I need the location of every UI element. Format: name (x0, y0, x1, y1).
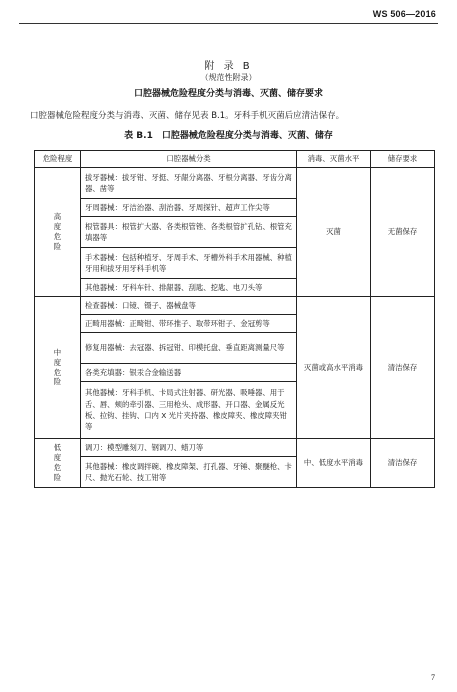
annex-type: （规范性附录） (200, 73, 257, 82)
header-treatment-level: 消毒、灭菌水平 (297, 151, 371, 168)
instrument-item: 其他器械：牙科车针、排龈器、刮匙、挖匙、电刀头等 (81, 279, 297, 297)
storage-low: 清洁保存 (371, 439, 435, 488)
header-storage: 储存要求 (371, 151, 435, 168)
annex-heading: 口腔器械危险程度分类与消毒、灭菌、储存要求 (133, 89, 323, 99)
instrument-item: 拔牙器械：拔牙钳、牙挺、牙龈分离器、牙根分离器、牙齿分离器、凿等 (81, 168, 297, 199)
table-row (35, 439, 435, 457)
standard-code: WS 506—2016 (372, 9, 436, 19)
treatment-low: 中、低度水平消毒 (297, 439, 371, 488)
table-row (35, 297, 435, 315)
annex-title: 附 录 B (204, 61, 253, 72)
page-number: 7 (431, 673, 435, 682)
header-risk-level: 危险程度 (35, 151, 81, 168)
treatment-medium: 灭菌或高水平消毒 (297, 297, 371, 439)
intro-paragraph: 口腔器械危险程度分类与消毒、灭菌、储存见表 B.1。牙科手机灭菌后应清洁保存。 (30, 111, 345, 121)
instrument-item: 手术器械：包括种植牙、牙周手术、牙槽外科手术用器械、种植牙用和拔牙用牙科手机等 (81, 248, 297, 279)
instrument-item: 根管器具：根管扩大器、各类根管锉、各类根管扩孔钻、根管充填器等 (81, 217, 297, 248)
risk-level-low: 低度危险 (35, 439, 81, 488)
classification-table (34, 150, 435, 488)
risk-level-medium: 中度危险 (35, 297, 81, 439)
instrument-item: 修复用器械：去冠器、拆冠钳、印模托盘、垂直距离测量尺等 (81, 333, 297, 364)
instrument-item: 牙周器械：牙洁治器、刮治器、牙周探针、超声工作尖等 (81, 199, 297, 217)
storage-high: 无菌保存 (371, 168, 435, 297)
storage-medium: 清洁保存 (371, 297, 435, 439)
instrument-item: 调刀：模型雕刻刀、钢调刀、蜡刀等 (81, 439, 297, 457)
instrument-item: 正畸用器械：正畸钳、带环推子、取带环钳子、金冠剪等 (81, 315, 297, 333)
table-row (35, 168, 435, 199)
instrument-item: 检查器械：口镜、镊子、器械盘等 (81, 297, 297, 315)
instrument-item: 各类充填器：银汞合金输送器 (81, 364, 297, 382)
header-instrument-class: 口腔器械分类 (81, 151, 297, 168)
instrument-item: 其他器械：牙科手机、卡局式注射器、研光器、吸唾器、用于舌、唇、颊的牵引器、三用枪头、成形器、开口器、金属反光板、拉钩、挂钩、口内 X 光片夹持器、橡皮障夹、橡皮障夹钳等 (81, 382, 297, 439)
instrument-item: 其他器械：橡皮调拌碗、橡皮障架、打孔器、牙锤、聚醚枪、卡尺、抛光石轮、技工钳等 (81, 457, 297, 488)
risk-level-high: 高度危险 (35, 168, 81, 297)
treatment-high: 灭菌 (297, 168, 371, 297)
table-caption: 表 B.1 口腔器械危险程度分类与消毒、灭菌、储存 (124, 131, 333, 141)
table-header-row (35, 151, 435, 168)
header-rule (19, 23, 438, 24)
